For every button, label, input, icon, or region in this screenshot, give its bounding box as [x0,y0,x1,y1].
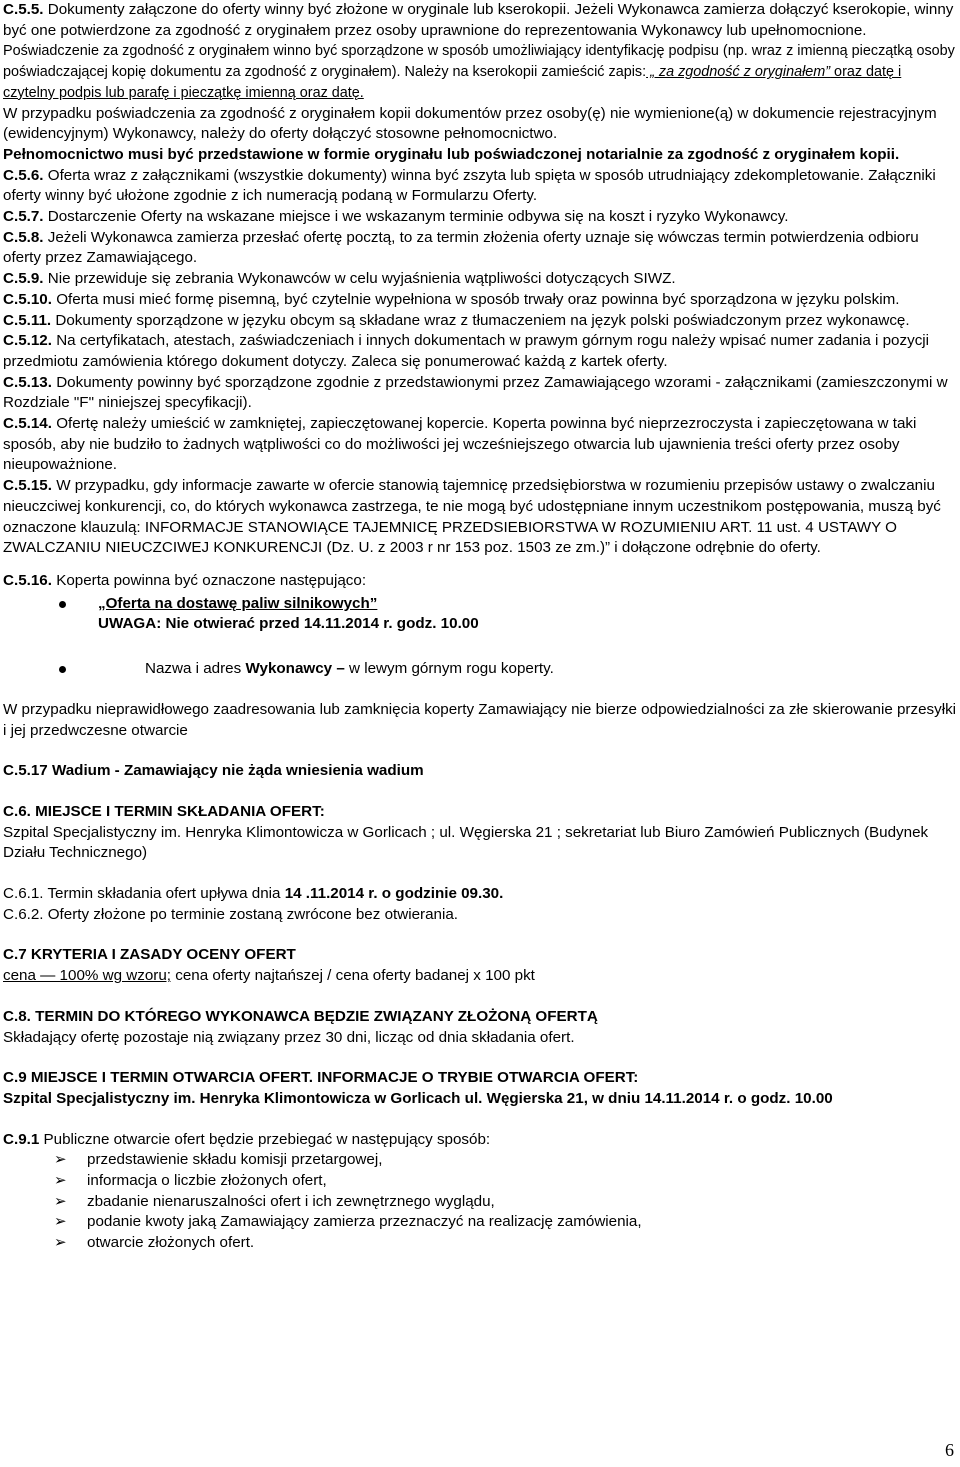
paragraph-c514 [3,414,957,476]
bullet-icon [59,601,66,608]
list-text: Nazwa i adres [145,660,246,678]
paragraph-text: Dokumenty sporządzone w języku obcym są składane wraz z tłumaczeniem na język polski poświadczonym przez wykonawcę. [51,311,910,329]
list-item [3,1171,957,1192]
list-text: informacja o liczbie złożonych ofert, [87,1172,327,1190]
paragraph-text: Dokumenty załączone do oferty winny być złożone w oryginale lub kserokopii. Jeżeli Wykonawca zamierza dołączyć kserokopie, winny być one potwierdzone za zgodność z oryginałem przez osoby uprawnione do reprezentowania Wykonawcy lub upełnomocnione. [3,1,954,39]
list-item [3,659,957,680]
paragraph-c9: Szpital Specjalistyczny im. Henryka Klimontowicza w Gorlicach ul. Węgierska 21, w dniu 14.11.2014 r. o godz. 10.00 [3,1089,833,1107]
paragraph-text: C.6.1. Termin składania ofert upływa dnia [3,885,285,903]
heading-c9: C.9 MIEJSCE I TERMIN OTWARCIA OFERT. INFORMACJE O TRYBIE OTWARCIA OFERT: [3,1069,639,1087]
criteria-price: cena — 100% wg wzoru; [3,967,171,985]
section-number: C.9.1 [3,1130,40,1148]
list-item [3,1233,957,1254]
list-item [3,1150,957,1171]
paragraph-text: Publiczne otwarcie ofert będzie przebiegać w następujący sposób: [39,1130,491,1148]
paragraph-c62: C.6.2. Oferty złożone po terminie zostaną zwrócone bez otwierania. [3,905,459,923]
paragraph-c58 [3,228,957,269]
paragraph-c57 [3,207,957,228]
list-text: przedstawienie składu komisji przetargowej, [87,1151,383,1169]
section-number: C.5.14. [3,415,52,433]
section-number: C.5.5. [3,1,44,18]
paragraph-c510 [3,290,957,311]
list-text: podanie kwoty jaką Zamawiający zamierza przeznaczyć na realizację zamówienia, [87,1213,642,1231]
paragraph-text: Jeżeli Wykonawca zamierza przesłać ofertę pocztą, to za termin złożenia oferty uznaje się wówczas termin potwierdzenia odbioru oferty przez Zamawiającego. [3,228,919,267]
paragraph-wrong-address: W przypadku nieprawidłowego zaadresowania lub zamknięcia koperty Zamawiający nie bierze odpowiedzialności za złe skierowanie przesyłki i jej przedwczesne otwarcie [3,700,957,739]
paragraph-c516 [3,571,957,592]
section-number: C.5.9. [3,270,44,288]
paragraph-c56 [3,166,957,207]
paragraph-text: W przypadku poświadczenia za zgodność z oryginałem kopii dokumentów przez osoby(ę) nie wymienione(ą) w dokumencie rejestracyjnym (ewidencyjnym) Wykonawcy, należy do oferty dołączyć stosowne pełnomocnictwo. [3,104,937,143]
paragraph-copies [3,104,957,166]
deadline: 14 .11.2014 r. o godzinie 09.30. [284,885,504,903]
paragraph-text: Oferta musi mieć formę pisemną, być czytelnie wypełniona w sposób trwały oraz powinna być sporządzona w języku polskim. [51,290,900,308]
section-number: C.5.12. [3,332,52,350]
heading-c8: C.8. TERMIN DO KTÓREGO WYKONAWCA BĘDZIE ZWIĄZANY ZŁOŻONĄ OFERTĄ [3,1007,598,1025]
paragraph-c55 [3,0,957,104]
paragraph-c6: Szpital Specjalistyczny im. Henryka Klimontowicza w Gorlicach ; ul. Węgierska 21 ; sekretariat lub Biuro Zamówień Publicznych (Budynek Działu Technicznego) [3,823,929,862]
paragraph-c512 [3,331,957,372]
section-number: C.5.6. [3,166,44,184]
list-text: zbadanie nienaruszalności ofert i ich zewnętrznego wyglądu, [87,1192,495,1210]
list-text-bold: Wykonawcy – [245,660,345,678]
list-text: w lewym górnym rogu koperty. [344,660,554,678]
paragraph-c515 [3,476,957,559]
section-number: C.5.10. [3,290,52,308]
opening-steps-list [3,1150,957,1254]
arrow-bullet-icon: ➢ [54,1234,67,1252]
heading-c517: C.5.17 Wadium - Zamawiający nie żąda wniesienia wadium [3,762,424,780]
paragraph-text: Ofertę należy umieścić w zamkniętej, zapieczętowanej kopercie. Koperta powinna być nieprzezroczysta i zapieczętowana w taki sposób, aby nie budziło to żadnych wątpliwości co do możliwości jej wcześniejszego otwarcia lub ujawnienia treści oferty przez osoby nieupoważnione. [3,415,917,474]
heading-c7: C.7 KRYTERIA I ZASADY OCENY OFERT [3,946,296,964]
paragraph-c511 [3,311,957,332]
paragraph-text: W przypadku, gdy informacje zawarte w ofercie stanowią tajemnicę przedsiębiorstwa w rozumieniu przepisów ustawy o zwalczaniu nieuczciwej konkurencji, co, do których wykonawca zastrzega, te nie mogą być udostępniane innym uczestnikom postępowania, muszą być oznaczone klauzulą: INFORMACJE STANOWIĄCE TAJEMNICĘ PRZEDSIEBIORSTWA W ROZUMIENIU ART. 11 ust. 4 USTAWY O ZWALCZANIU NIEUCZCIWEJ KONKURENCJI (Dz. U. z 2003 r nr 153 poz. 1503 ze zm.)” i dołączone odrębnie do oferty. [3,477,941,557]
paragraph-c91 [3,1130,957,1151]
envelope-warning: UWAGA: Nie otwierać przed 14.11.2014 r. godz. 10.00 [98,615,479,633]
section-number: C.5.16. [3,571,52,589]
bullet-icon [59,666,66,673]
arrow-bullet-icon: ➢ [54,1172,67,1190]
paragraph-text: Koperta powinna być oznaczone następująco: [51,571,367,589]
page-number: 6 [945,1440,954,1460]
section-number: C.5.11. [3,311,52,329]
section-number: C.5.8. [3,228,44,246]
list-text: otwarcie złożonych ofert. [87,1234,255,1252]
paragraph-text: Oferta wraz z załącznikami (wszystkie dokumenty) winna być zszyta lub spięta w sposób utrudniający zdekompletowanie. Załączniki oferty winny być ułożone zgodnie z ich numeracją podaną w Formularzu Oferty. [3,166,936,205]
envelope-label-list [3,594,957,680]
list-item [3,1192,957,1213]
paragraph-text: Dostarczenie Oferty na wskazane miejsce i we wskazanym terminie odbywa się na koszt i ryzyko Wykonawcy. [43,208,789,226]
heading-c6: C.6. MIEJSCE I TERMIN SKŁADANIA OFERT: [3,802,325,820]
section-number: C.5.15. [3,477,52,495]
italic-quote: „ za zgodność z oryginałem” [646,64,831,81]
paragraph-c61 [3,884,957,905]
paragraph-c7 [3,966,957,987]
paragraph-text: Nie przewiduje się zebrania Wykonawców w celu wyjaśnienia wątpliwości dotyczących SIWZ. [43,270,676,288]
paragraph-c513 [3,373,957,414]
arrow-bullet-icon: ➢ [54,1151,67,1169]
bold-notice: Pełnomocnictwo musi być przedstawione w formie oryginału lub poświadczonej notarialnie za zgodność z oryginałem kopii. [3,145,900,163]
paragraph-c8: Składający ofertę pozostaje nią związany przez 30 dni, licząc od dnia składania ofert. [3,1028,575,1046]
list-item [3,1212,957,1233]
list-item [3,594,957,635]
arrow-bullet-icon: ➢ [54,1192,67,1210]
section-number: C.5.7. [3,208,44,226]
section-number: C.5.13. [3,373,52,391]
arrow-bullet-icon: ➢ [54,1213,67,1231]
paragraph-text: oraz datę i czytelny podpis lub parafę i pieczątkę imienną oraz datę. [3,64,902,101]
envelope-title: „Oferta na dostawę paliw silnikowych” [98,594,378,612]
paragraph-text: Dokumenty powinny być sporządzone zgodnie z przedstawionymi przez Zamawiającego wzorami - załącznikami (zamieszczonymi w Rozdziale "F" niniejszej specyfikacji). [3,373,948,412]
paragraph-text: Na certyfikatach, atestach, zaświadczeniach i innych dokumentach w prawym górnym rogu należy wpisać numer zadania i pozycji przedmiotu zamówienia którego dokument dotyczy. Zaleca się ponumerować każdą z kartek oferty. [3,332,930,370]
criteria-formula: cena oferty najtańszej / cena oferty badanej x 100 pkt [171,967,535,985]
paragraph-text: Poświadczenie za zgodność z oryginałem winno być sporządzone w sposób umożliwiający identyfikację podpisu (np. wraz z imienną pieczątką osoby poświadczającej kopię dokumentu za zgodność z oryginałem). Należy na kserokopii zamieścić zapis: [3,43,955,81]
document-page [3,0,957,1254]
paragraph-c59 [3,269,957,290]
